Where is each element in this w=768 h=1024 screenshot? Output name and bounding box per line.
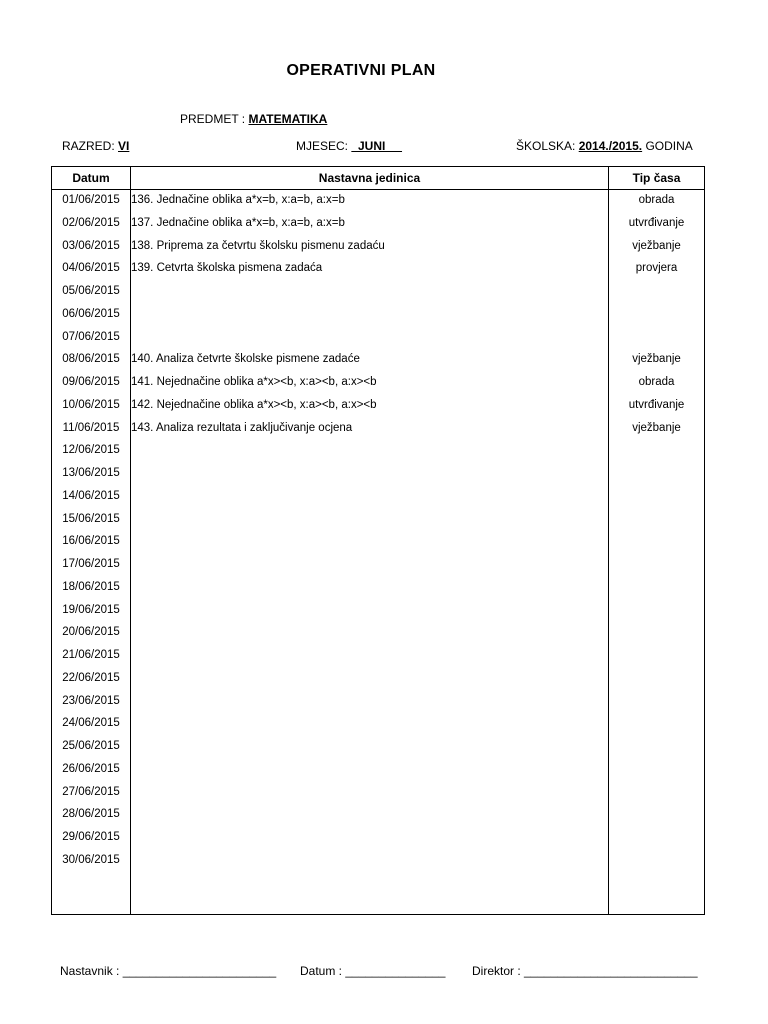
lesson-unit-cell: 140. Analiza četvrte školske pismene zadaće (131, 353, 360, 366)
date-cell: 03/06/2015 (62, 239, 120, 252)
grade-label: RAZRED: (62, 139, 119, 153)
footer-teacher: Nastavnik : _______________________ (60, 964, 277, 978)
school-year-value: 2014./2015. (578, 139, 643, 153)
table-row (52, 217, 704, 240)
lesson-type-cell: obrada (638, 194, 675, 206)
date-cell: 14/06/2015 (62, 489, 120, 502)
header-divider (52, 189, 704, 190)
table-row (52, 604, 704, 627)
date-cell: 15/06/2015 (62, 512, 120, 525)
date-cell: 16/06/2015 (62, 535, 120, 548)
month-value: JUNI (351, 139, 403, 153)
date-cell: 27/06/2015 (62, 785, 120, 798)
date-cell: 20/06/2015 (62, 626, 120, 639)
date-cell: 24/06/2015 (62, 717, 120, 730)
date-cell: 26/06/2015 (62, 762, 120, 775)
plan-table (51, 166, 705, 915)
date-cell: 25/06/2015 (62, 740, 120, 752)
date-cell: 21/06/2015 (62, 649, 120, 661)
table-row (52, 626, 704, 649)
table-row (52, 353, 704, 376)
lesson-type-cell: obrada (638, 376, 675, 388)
subject-label: PREDMET : (180, 112, 249, 126)
grade-value: VI (118, 139, 130, 153)
table-body (52, 194, 704, 877)
month-label: MJESEC: (296, 139, 352, 153)
lesson-unit-cell: 137. Jednačine oblika a*x=b, x:a=b, a:x=b (131, 216, 345, 229)
school-year-suffix: GODINA (642, 139, 693, 153)
table-row (52, 194, 704, 217)
table-row (52, 444, 704, 467)
footer-director: Direktor : __________________________ (472, 964, 698, 978)
table-row (52, 740, 704, 763)
date-cell: 05/06/2015 (62, 285, 120, 297)
date-cell: 07/06/2015 (62, 330, 120, 343)
table-row (52, 672, 704, 695)
school-year-label: ŠKOLSKA: (516, 139, 579, 153)
month-line (296, 139, 402, 153)
date-cell: 09/06/2015 (62, 376, 120, 388)
header-datum: Datum (72, 171, 110, 185)
date-cell: 23/06/2015 (62, 694, 120, 707)
lesson-type-cell: vježbanje (632, 239, 681, 252)
date-cell: 29/06/2015 (62, 831, 120, 843)
table-row (52, 786, 704, 809)
table-row (52, 831, 704, 854)
date-cell: 18/06/2015 (62, 580, 120, 593)
table-row (52, 422, 704, 445)
lesson-type-cell: vježbanje (632, 353, 681, 366)
table-row (52, 490, 704, 513)
table-row (52, 513, 704, 536)
footer-date: Datum : _______________ (300, 964, 446, 978)
table-row (52, 262, 704, 285)
date-cell: 01/06/2015 (62, 194, 120, 206)
table-row (52, 581, 704, 604)
date-cell: 22/06/2015 (62, 671, 120, 684)
table-row (52, 558, 704, 581)
date-cell: 08/06/2015 (62, 353, 120, 366)
date-cell: 17/06/2015 (62, 558, 120, 570)
table-row (52, 308, 704, 331)
header-tip-casa: Tip časa (632, 171, 681, 185)
table-row (52, 331, 704, 354)
lesson-unit-cell: 139. Četvrta školska pismena zadaća (131, 262, 323, 275)
table-row (52, 535, 704, 558)
lesson-unit-cell: 141. Nejednačine oblika a*x><b, x:a><b, a:x><b (131, 376, 377, 388)
lesson-type-cell: provjera (635, 262, 678, 275)
page-title: OPERATIVNI PLAN (286, 62, 436, 79)
subject-value: MATEMATIKA (248, 112, 328, 126)
lesson-type-cell: vježbanje (632, 421, 681, 434)
header-nastavna-jedinica: Nastavna jedinica (318, 171, 421, 185)
date-cell: 19/06/2015 (62, 603, 120, 616)
school-year-line (516, 139, 693, 153)
grade-line (62, 139, 129, 153)
table-row (52, 854, 704, 877)
subject-line (180, 112, 327, 126)
date-cell: 06/06/2015 (62, 307, 120, 320)
lesson-unit-cell: 136. Jednačine oblika a*x=b, x:a=b, a:x=b (131, 194, 345, 206)
table-row (52, 285, 704, 308)
table-row (52, 808, 704, 831)
date-cell: 28/06/2015 (62, 808, 120, 821)
table-row (52, 763, 704, 786)
lesson-unit-cell: 143. Analiza rezultata i zaključivanje ocjena (131, 421, 353, 434)
date-cell: 04/06/2015 (62, 262, 120, 275)
table-row (52, 240, 704, 263)
date-cell: 12/06/2015 (62, 444, 120, 457)
lesson-unit-cell: 138. Priprema za četvrtu školsku pismenu zadaću (131, 239, 385, 252)
table-row (52, 376, 704, 399)
lesson-unit-cell: 142. Nejednačine oblika a*x><b, x:a><b, a:x><b (131, 398, 377, 411)
date-cell: 30/06/2015 (62, 853, 120, 866)
date-cell: 13/06/2015 (62, 467, 120, 479)
table-row (52, 695, 704, 718)
table-row (52, 649, 704, 672)
lesson-type-cell: utvrđivanje (628, 216, 685, 229)
table-row (52, 399, 704, 422)
table-row (52, 467, 704, 490)
date-cell: 11/06/2015 (62, 421, 120, 434)
date-cell: 02/06/2015 (62, 216, 120, 229)
date-cell: 10/06/2015 (62, 398, 120, 411)
lesson-type-cell: utvrđivanje (628, 398, 685, 411)
table-row (52, 717, 704, 740)
